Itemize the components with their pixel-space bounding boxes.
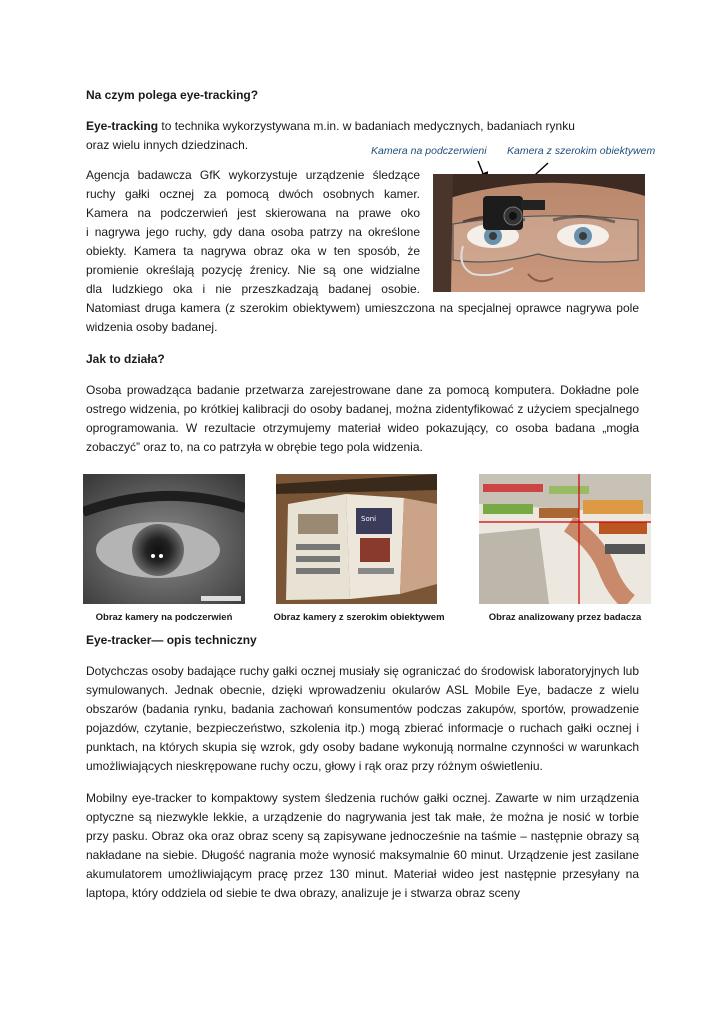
heading-what-is-eye-tracking: Na czym polega eye-tracking?: [86, 88, 259, 102]
technical-paragraph-1: Dotychczas osoby badające ruchy gałki ocznej musiały się ograniczać do środowisk laboratoryjnych lub symulowanych. Jednak obecnie, dzięki wprowadzeniu okularów ASL Mobile Eye, badacze z wielu obszarów (badania rynku, badania zachowań konsumentów podczas zakupów, sportów, prowadzenie pojazdów, czytanie, bezpieczeństwo, szkolenia itp.) mogą zbierać informacje o ruchach gałki ocznej i punktach, na których skupia się wzrok, gdy osoby badane wykonują normalne czynności w warunkach umożliwiających nieskrępowane ruchy oczu, głowy i rąk oraz przy różnym oświetleniu.: [86, 664, 639, 773]
gfk-paragraph: Agencja badawcza GfK wykorzystuje urządzenie śledzące ruchy gałki ocznej za pomocą dwóch osobnych kamer. Kamera na podczerwień jest skierowana na prawe oko i nagrywa jego ruchy, gdy dana osoba patrzy na określone obiekty. Kamera ta nagrywa obraz oka w ten sposób, że promienie określają pozycję źrenicy. Nie są one widzialne dla ludzkiego oka i nie przeszkadzają badanej osobie.: [86, 168, 420, 296]
caption-wide-camera-image: Obraz kamery z szerokim obiektywem: [273, 612, 445, 623]
term-eye-tracking: Eye-tracking: [86, 119, 159, 133]
intro-paragraph: Eye-tracking to technika wykorzystywana m.in. w badaniach medycznych, badaniach rynku oraz wielu innych dziedzinach.: [86, 119, 575, 152]
how-it-works-paragraph: Osoba prowadząca badanie przetwarza zarejestrowane dane za pomocą komputera. Dokładne pole ostrego widzenia, po krótkiej kalibracji do osoby badanej, można zidentyfikować z użyciem specjalnego oprogramowania. W rezultacie otrzymujemy materiał wideo pokazujący, co osoba badana „mogła zobaczyć” oraz to, na co patrzyła w obrębie tego pola widzenia.: [86, 383, 639, 454]
photo-wide-camera-scene: [276, 474, 437, 604]
caption-analyzed-image: Obraz analizowany przez badacza: [488, 612, 642, 623]
label-ir-camera: Kamera na podczerwieni: [371, 145, 487, 157]
photo-eye-tracker-glasses: [433, 174, 645, 292]
photo-ir-eye-image: [83, 474, 245, 604]
heading-technical-description: Eye-tracker— opis techniczny: [86, 633, 257, 647]
caption-ir-camera-image: Obraz kamery na podczerwień: [95, 612, 233, 623]
heading-how-it-works: Jak to działa?: [86, 352, 165, 366]
photo-analyzed-image: [479, 474, 651, 604]
label-wide-camera: Kamera z szerokim obiektywem: [507, 145, 656, 157]
technical-paragraph-2: Mobilny eye-tracker to kompaktowy system śledzenia ruchów gałki ocznej. Zawarte w nim urządzenia optyczne są niezwykle lekkie, a urządzenie do nagrywania jest tak małe, że można je nosić w torbie przy pasku. Obraz oka oraz obraz sceny są zapisywane jednocześnie na taśmie – następnie obrazy są nakładane na siebie. Długość nagrania może wynosić maksymalnie 60 minut. Urządzenie jest zasilane akumulatorem umożliwiającym pracę przez 130 minut. Materiał wideo jest następnie przesyłany na laptopa, który oddziela od siebie te dwa obrazy, analizuje je i stwarza obraz sceny: [86, 791, 639, 900]
svg-text:Soni: Soni: [361, 515, 377, 523]
gfk-paragraph-continuation: Natomiast druga kamera (z szerokim obiektywem) umieszczona na specjalnej oprawce nagrywa pole widzenia osoby badanej.: [86, 301, 639, 334]
